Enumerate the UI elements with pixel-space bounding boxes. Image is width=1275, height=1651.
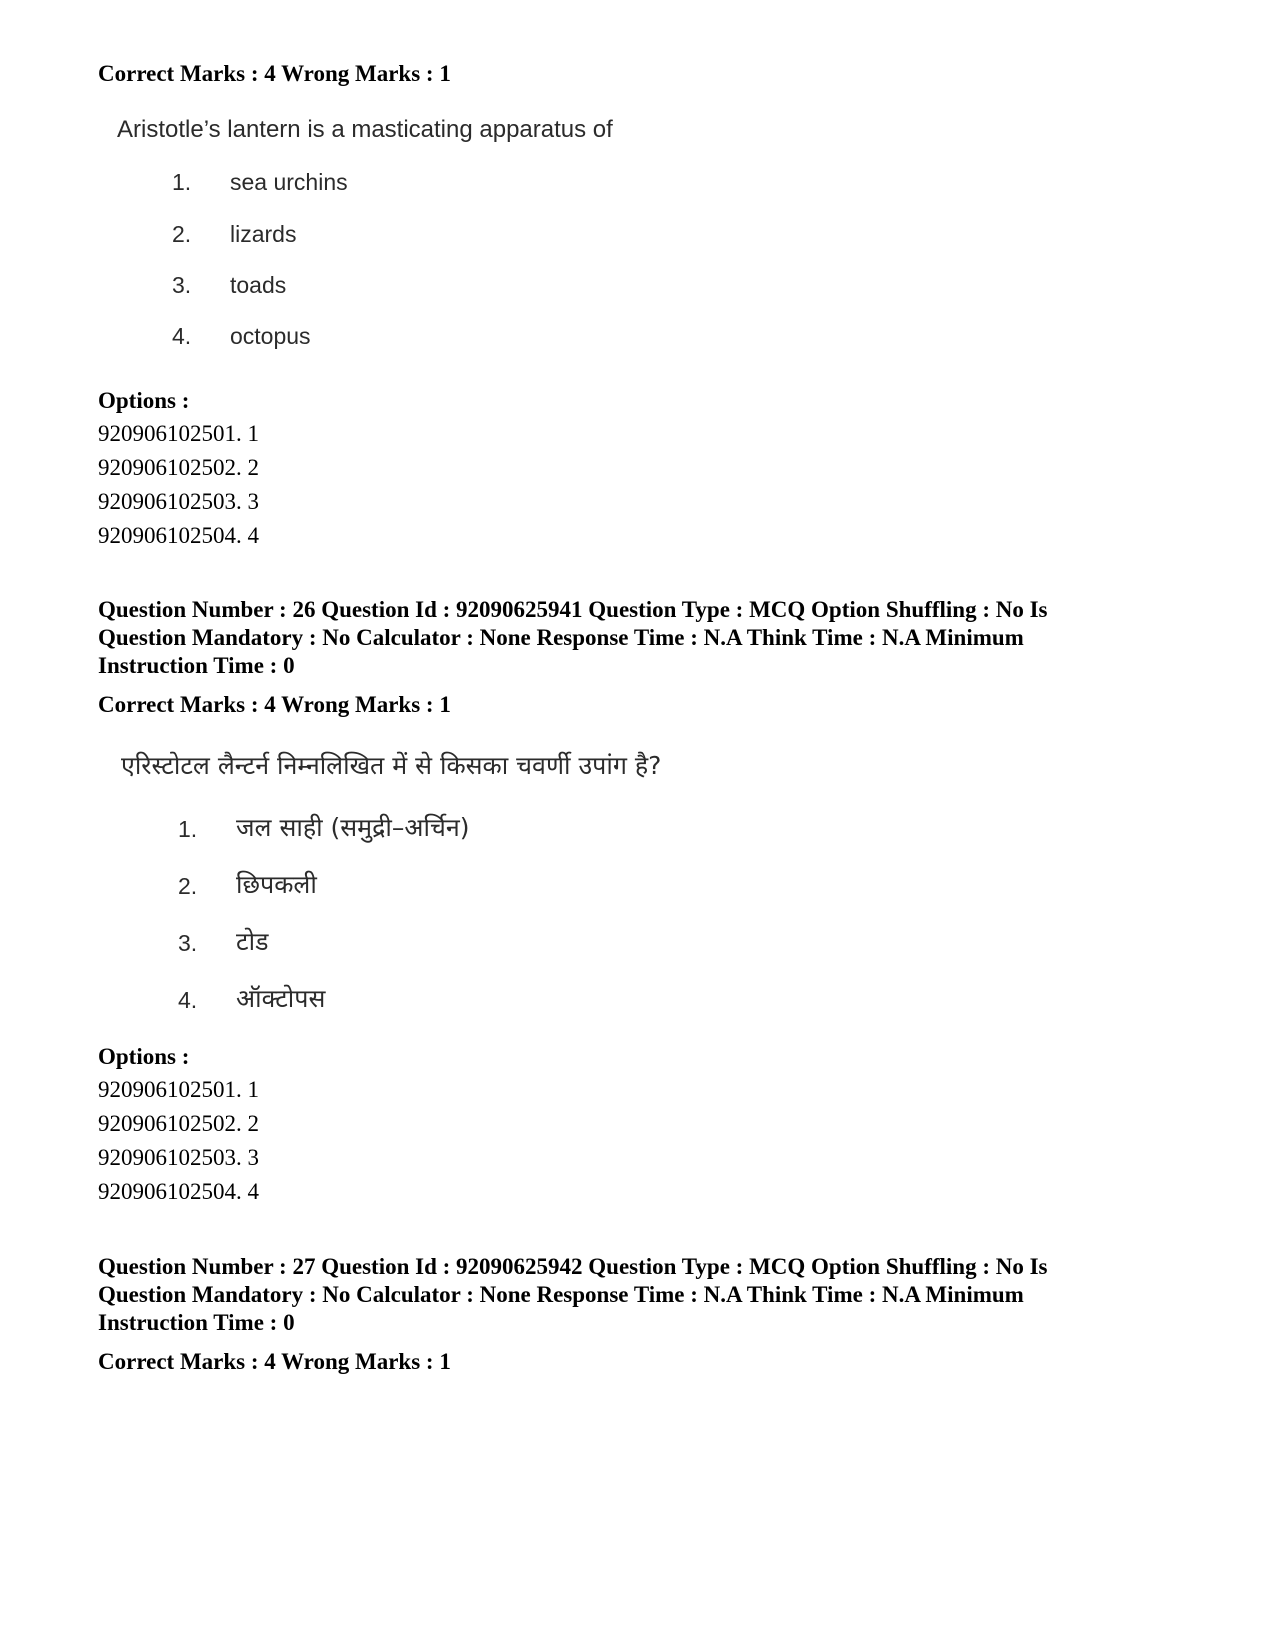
q26-marks: Correct Marks : 4 Wrong Marks : 1 [98,692,451,717]
q26-meta [98,596,1208,680]
option-item: 920906102503. 3 [98,489,259,514]
q26-choice-4-text: ऑक्टोपस [236,984,326,1013]
q26-choice-4-num: 4. [178,987,198,1013]
q25-choice-2-num: 2. [172,221,192,247]
q26-options-label: Options : [98,1044,190,1069]
option-item: 920906102501. 1 [98,421,259,446]
q25-choice-3-text: toads [230,272,287,298]
q25-stem: Aristotle’s lantern is a masticating apparatus of [117,116,613,143]
option-item: 920906102504. 4 [98,1179,259,1204]
q26-meta-line-1: Question Number : 26 Question Id : 92090625941 Question Type : MCQ Option Shuffling : No Is [98,597,1048,622]
q27-meta [98,1253,1208,1337]
q25-choice-1-text: sea urchins [230,169,348,195]
option-item: 920906102502. 2 [98,455,259,480]
q25-option-list [98,417,598,553]
option-item: 920906102501. 1 [98,1077,259,1102]
q25-choice-3-num: 3. [172,272,192,298]
q26-choice-2-num: 2. [178,873,198,899]
q26-stem: एरिस्टोटल लैन्टर्न निम्नलिखित में से किसका चवर्णी उपांग है? [121,751,662,780]
q26-meta-line-3: Instruction Time : 0 [98,653,295,678]
q25-choice-4-num: 4. [172,323,192,349]
q26-choice-3-text: टोड [236,927,269,956]
q27-marks: Correct Marks : 4 Wrong Marks : 1 [98,1349,451,1374]
q26-choice-3-num: 3. [178,930,198,956]
q27-meta-line-1: Question Number : 27 Question Id : 92090625942 Question Type : MCQ Option Shuffling : No Is [98,1254,1048,1279]
q25-choice-4-text: octopus [230,323,311,349]
option-item: 920906102503. 3 [98,1145,259,1170]
q26-choice-1-num: 1. [178,816,198,842]
q25-choice-1-num: 1. [172,169,192,195]
q27-meta-line-3: Instruction Time : 0 [98,1310,295,1335]
q26-option-list [98,1073,598,1209]
q25-options-label: Options : [98,388,190,413]
option-item: 920906102504. 4 [98,523,259,548]
q26-meta-line-2: Question Mandatory : No Calculator : None Response Time : N.A Think Time : N.A Minimum [98,625,1024,650]
q27-meta-line-2: Question Mandatory : No Calculator : None Response Time : N.A Think Time : N.A Minimum [98,1282,1024,1307]
q25-choice-2-text: lizards [230,221,297,247]
q26-choice-2-text: छिपकली [236,870,317,899]
q26-choice-1-text: जल साही (समुद्री–अर्चिन) [236,813,470,842]
option-item: 920906102502. 2 [98,1111,259,1136]
q25-marks: Correct Marks : 4 Wrong Marks : 1 [98,61,451,86]
